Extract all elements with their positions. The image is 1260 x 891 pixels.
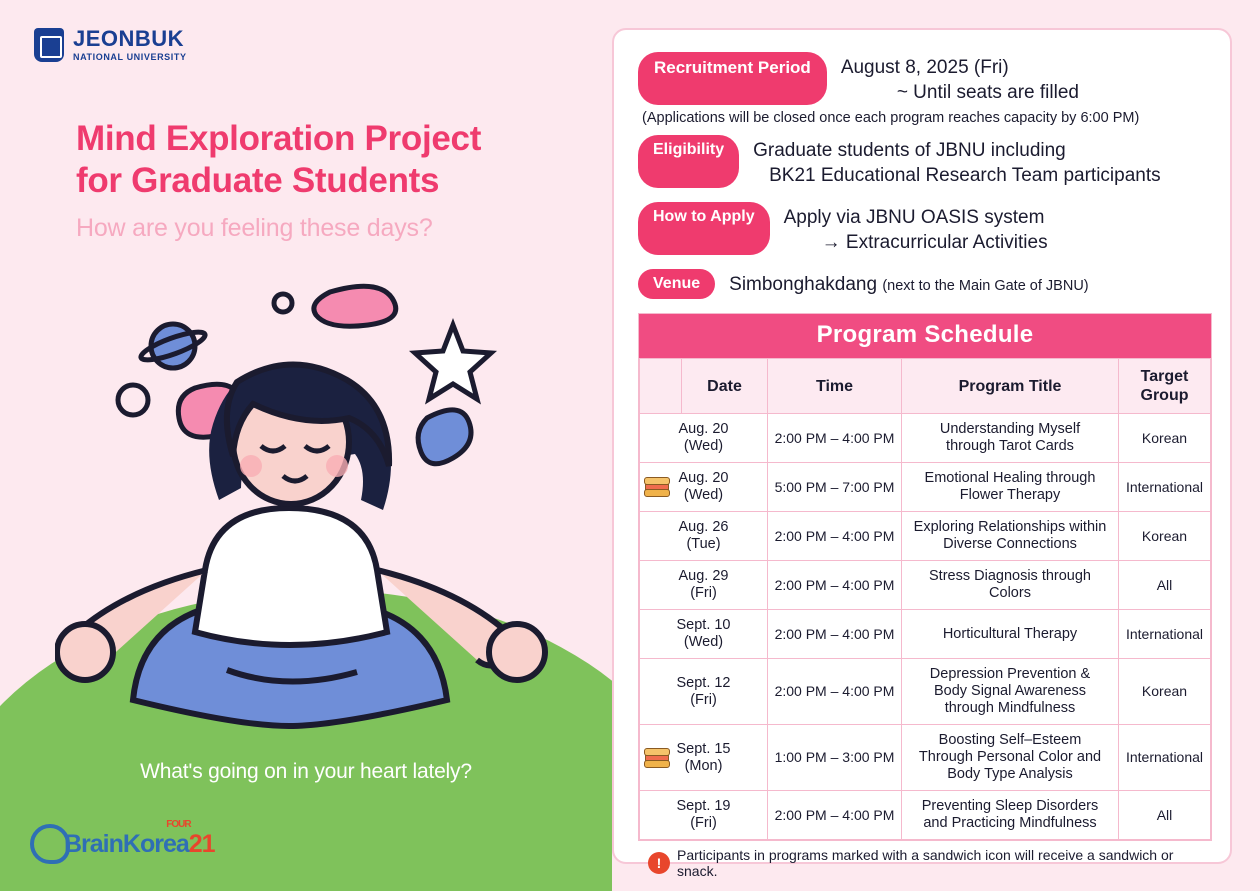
eligibility-value: Graduate students of JBNU including (753, 140, 1066, 161)
how-to-apply-row (638, 202, 1212, 255)
venue-note: (next to the Main Gate of JBNU) (882, 278, 1089, 294)
brainkorea-four: FOUR (166, 818, 191, 830)
col-time: Time (768, 359, 902, 414)
how-to-apply-value: Apply via JBNU OASIS system (783, 207, 1045, 228)
col-date: Date (682, 359, 768, 414)
poster-left-panel (0, 0, 612, 891)
cell-date: Aug. 29 (Fri) (640, 561, 768, 610)
schedule-table-body (640, 414, 1211, 840)
cell-target-group: Korean (1119, 659, 1211, 725)
table-row (640, 512, 1211, 561)
page-title (76, 118, 596, 243)
how-to-apply-value2: → Extracurricular Activities (821, 232, 1048, 253)
shield-icon (34, 28, 64, 62)
brainkorea-name: BrainKorea (64, 829, 189, 858)
recruitment-period-value-group (841, 52, 1079, 105)
cell-program-title: Preventing Sleep Disorders and Practicing Mindfulness (902, 791, 1119, 840)
col-target-group: Target Group (1119, 359, 1211, 414)
brainkorea-label (64, 818, 215, 859)
cell-time: 5:00 PM – 7:00 PM (768, 463, 902, 512)
table-row (640, 725, 1211, 791)
recruitment-period-value2: ~ Until seats are filled (896, 82, 1079, 103)
table-row (640, 659, 1211, 725)
cell-target-group: All (1119, 791, 1211, 840)
alert-icon: ! (648, 852, 670, 874)
cell-program-title: Stress Diagnosis through Colors (902, 561, 1119, 610)
cell-date: Sept. 12 (Fri) (640, 659, 768, 725)
cell-time: 2:00 PM – 4:00 PM (768, 512, 902, 561)
table-header-row (640, 359, 1211, 414)
cell-time: 1:00 PM – 3:00 PM (768, 725, 902, 791)
brainkorea21-logo (30, 818, 215, 864)
cell-time: 2:00 PM – 4:00 PM (768, 561, 902, 610)
schedule-title: Program Schedule (639, 314, 1211, 358)
cell-target-group: International (1119, 610, 1211, 659)
university-name: JEONBUK (73, 26, 185, 51)
university-logo (34, 28, 187, 62)
eligibility-value2: BK21 Educational Research Team participants (769, 165, 1161, 186)
table-row (640, 610, 1211, 659)
table-row (640, 414, 1211, 463)
recruitment-period-row (638, 52, 1212, 105)
program-schedule (638, 313, 1212, 841)
cell-date: Aug. 26 (Tue) (640, 512, 768, 561)
venue-value-group (729, 269, 1088, 299)
cell-target-group: All (1119, 561, 1211, 610)
cell-program-title: Understanding Myself through Tarot Cards (902, 414, 1119, 463)
cell-target-group: Korean (1119, 512, 1211, 561)
eligibility-row (638, 135, 1212, 188)
recruitment-period-label: Recruitment Period (638, 52, 827, 105)
meditating-person-illustration (55, 270, 555, 790)
schedule-table (639, 358, 1211, 840)
cell-time: 2:00 PM – 4:00 PM (768, 610, 902, 659)
table-row (640, 561, 1211, 610)
recruitment-period-value: August 8, 2025 (Fri) (840, 57, 1009, 78)
eligibility-value-group (753, 135, 1161, 188)
venue-label: Venue (638, 269, 715, 299)
bottom-tagline: What's going on in your heart lately? (140, 760, 472, 783)
how-to-apply-label: How to Apply (638, 202, 770, 255)
cell-target-group: International (1119, 463, 1211, 512)
venue-value: Simbonghakdang (729, 274, 878, 295)
cell-date: Sept. 10 (Wed) (640, 610, 768, 659)
cell-date: Aug. 20 (Wed) (640, 463, 768, 512)
cell-time: 2:00 PM – 4:00 PM (768, 791, 902, 840)
footnote (648, 847, 1212, 879)
table-row (640, 791, 1211, 840)
cell-date: Sept. 15 (Mon) (640, 725, 768, 791)
cell-time: 2:00 PM – 4:00 PM (768, 414, 902, 463)
title-line-2: for Graduate Students (76, 161, 440, 200)
sandwich-icon (644, 748, 670, 768)
cell-program-title: Boosting Self–Esteem Through Personal Color and Body Type Analysis (902, 725, 1119, 791)
table-row (640, 463, 1211, 512)
title-line-1: Mind Exploration Project (76, 119, 482, 158)
col-program-title: Program Title (902, 359, 1119, 414)
footnote-text: Participants in programs marked with a sandwich icon will receive a sandwich or snack. (677, 847, 1174, 879)
cell-date: Sept. 19 (Fri) (640, 791, 768, 840)
cell-date: Aug. 20 (Wed) (640, 414, 768, 463)
cell-target-group: International (1119, 725, 1211, 791)
sandwich-icon (644, 477, 670, 497)
eligibility-label: Eligibility (638, 135, 739, 188)
recruitment-period-note: (Applications will be closed once each program reaches capacity by 6:00 PM) (642, 110, 1140, 126)
university-subname: NATIONAL UNIVERSITY (73, 52, 187, 62)
info-card (612, 28, 1232, 879)
cell-program-title: Horticultural Therapy (902, 610, 1119, 659)
col-icon (640, 359, 682, 414)
cell-program-title: Depression Prevention & Body Signal Awareness through Mindfulness (902, 659, 1119, 725)
cell-program-title: Emotional Healing through Flower Therapy (902, 463, 1119, 512)
cell-program-title: Exploring Relationships within Diverse Connections (902, 512, 1119, 561)
cell-time: 2:00 PM – 4:00 PM (768, 659, 902, 725)
cell-target-group: Korean (1119, 414, 1211, 463)
venue-row (638, 269, 1212, 299)
title-subtitle: How are you feeling these days? (76, 214, 433, 242)
how-to-apply-value-group (784, 202, 1048, 255)
brainkorea-number: 21 (188, 829, 215, 858)
